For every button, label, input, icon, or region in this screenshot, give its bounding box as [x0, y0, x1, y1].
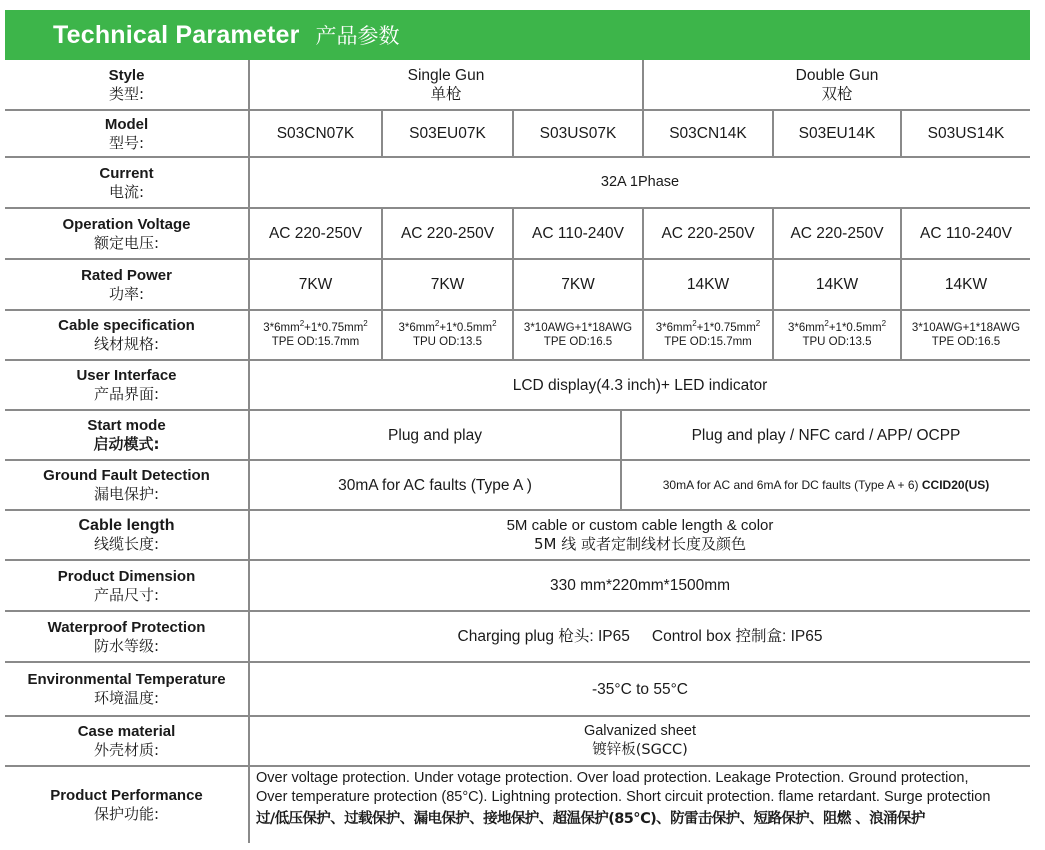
row-label: User Interface 产品界面: [5, 361, 250, 409]
model-cell: S03US14K [900, 111, 1030, 156]
case-value: Galvanized sheet 镀锌板(SGCC) [583, 723, 697, 758]
page-title-zh: 产品参数 [315, 24, 400, 48]
table-row-case-material [5, 717, 1030, 767]
table-row-temperature [5, 663, 1030, 717]
waterproof-value: Charging plug 枪头 : IP65 Control box 控制盒 : IP65 [457, 627, 823, 645]
model-cell: S03CN07K [276, 125, 355, 142]
cable-spec-cell: $3*6mm^2+1*0.75mm^2$ TPE OD:15.7mm [263, 319, 368, 348]
ground-fault-double: 30mA for AC and 6mA for DC faults (Type A + 6) CCID20(US) [620, 461, 1030, 509]
table-row-voltage [5, 209, 1030, 260]
cable-spec-cell: $3*6mm^2+1*0.75mm^2$ TPE OD:15.7mm [642, 311, 772, 359]
current-value: 32A 1Phase [600, 174, 680, 190]
title-banner [5, 10, 1030, 60]
table-row-waterproof [5, 612, 1030, 663]
model-cell: S03US07K [512, 111, 642, 156]
power-cell: 14KW [642, 260, 772, 309]
row-label: Case material 外壳材质: [5, 717, 250, 765]
power-cell: 7KW [381, 260, 512, 309]
ground-fault-single: 30mA for AC faults (Type A ) [338, 476, 532, 494]
row-label: Product Dimension 产品尺寸: [5, 561, 250, 610]
style-double: Double Gun 双枪 [642, 60, 1030, 109]
voltage-cell: AC 220-250V [381, 209, 512, 258]
start-mode-single: Plug and play [388, 426, 482, 444]
row-label: Rated Power 功率: [5, 260, 250, 309]
row-label: Environmental Temperature 环境温度: [5, 663, 250, 715]
voltage-cell: AC 220-250V [772, 209, 900, 258]
row-label: Waterproof Protection 防水等级: [5, 612, 250, 661]
table-row-ground-fault [5, 461, 1030, 511]
start-mode-double: Plug and play / NFC card / APP/ OCPP [620, 411, 1030, 459]
cable-spec-cell: $3*6mm^2+1*0.5mm^2$ TPU OD:13.5 [381, 311, 512, 359]
table-row-cable-length [5, 511, 1030, 561]
voltage-cell: AC 220-250V [268, 225, 363, 242]
ui-value: LCD display(4.3 inch)+ LED indicator [512, 376, 768, 394]
table-row-start-mode [5, 411, 1030, 461]
voltage-cell: AC 220-250V [642, 209, 772, 258]
row-label: Style 类型: [5, 60, 250, 109]
power-cell: 14KW [900, 260, 1030, 309]
row-label: Cable length 线缆长度: [5, 511, 250, 559]
row-label: Cable specification 线材规格: [5, 311, 250, 359]
temperature-value: -35°C to 55°C [592, 680, 688, 698]
table-row-power [5, 260, 1030, 311]
cable-spec-cell: 3*10AWG+1*18AWG TPE OD:16.5 [512, 311, 642, 359]
power-cell: 7KW [512, 260, 642, 309]
model-cell: S03EU14K [772, 111, 900, 156]
dimension-value: 330 mm*220mm*1500mm [549, 577, 731, 594]
table-row-dimension [5, 561, 1030, 612]
row-label: Model 型号: [5, 111, 250, 156]
row-label: Product Performance 保护功能: [5, 767, 250, 843]
power-cell: 7KW [298, 276, 333, 293]
voltage-cell: AC 110-240V [900, 209, 1030, 258]
table-row-user-interface [5, 361, 1030, 411]
row-label: Current 电流: [5, 158, 250, 207]
table-row-cable-spec [5, 311, 1030, 361]
power-cell: 14KW [772, 260, 900, 309]
cable-spec-cell: $3*6mm^2+1*0.5mm^2$ TPU OD:13.5 [772, 311, 900, 359]
cable-length-value: 5M cable or custom cable length & color 5M 线 或者定制线材长度及颜色 [506, 517, 774, 553]
page-title: Technical Parameter [53, 20, 300, 49]
model-cell: S03EU07K [381, 111, 512, 156]
cable-spec-cell: 3*10AWG+1*18AWG TPE OD:16.5 [900, 311, 1030, 359]
row-label: Operation Voltage 额定电压: [5, 209, 250, 258]
row-label: Ground Fault Detection 漏电保护: [5, 461, 250, 509]
model-cell: S03CN14K [642, 111, 772, 156]
table-row-style [5, 60, 1030, 111]
table-row-performance [5, 767, 1030, 843]
row-label: Start mode 启动模式: [5, 411, 250, 459]
performance-value: Over voltage protection. Under votage protection. Over load protection. Leakage Protection. Ground protection, Over temperature protection (85°C). Lightning protection. Short circuit protection. flame retardant. Surge protection 过/低压保护、过载保护、漏电保护、接地保护、超温保护(85℃)、防雷击保护、短路保护、阻燃 、浪涌保护 [256, 770, 991, 827]
table-row-current [5, 158, 1030, 209]
table-row-model [5, 111, 1030, 158]
voltage-cell: AC 110-240V [512, 209, 642, 258]
style-single: Single Gun 单枪 [407, 66, 485, 103]
